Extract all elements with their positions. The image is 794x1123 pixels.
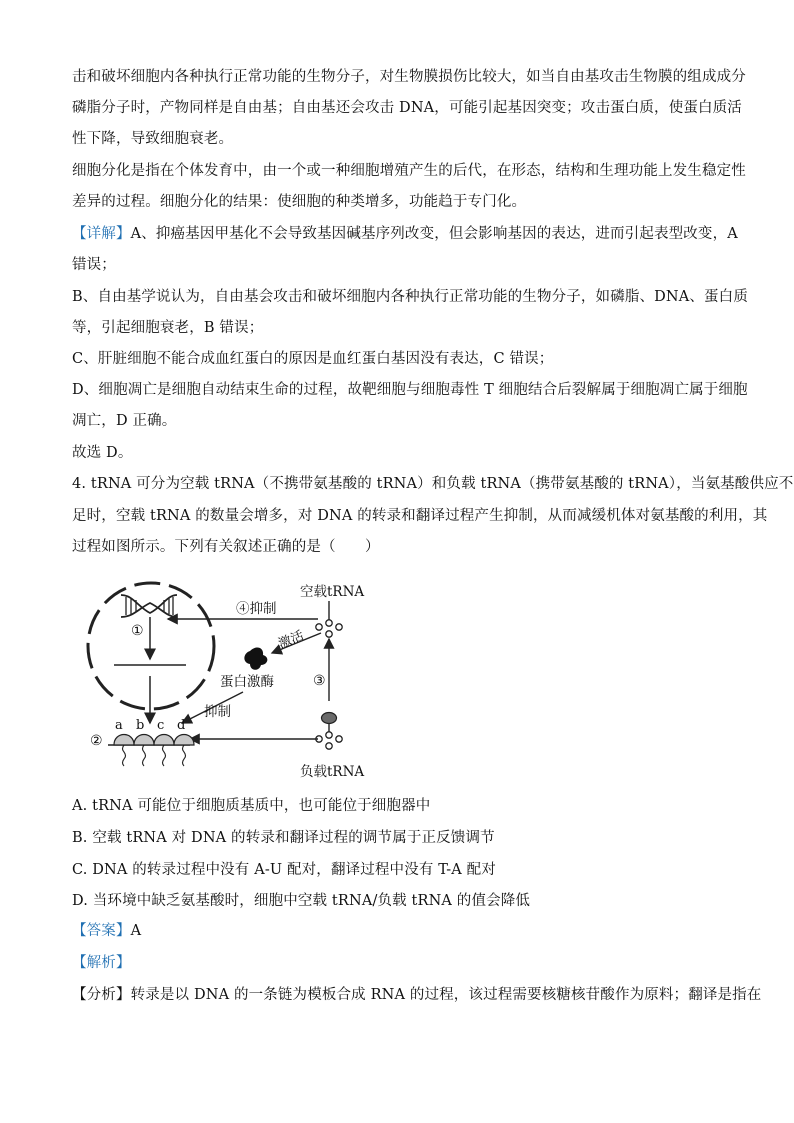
trna-diagram (78, 573, 378, 788)
ribosomes (114, 735, 194, 767)
text-line: C、肝脏细胞不能合成血红蛋白的原因是血红蛋白基因没有表达，C 错误； (72, 351, 554, 367)
label-inhibit4: ④抑制 (236, 601, 277, 617)
dna-helix (121, 595, 177, 617)
option-a: A. tRNA 可能位于细胞质基质中，也可能位于细胞器中 (72, 798, 431, 814)
text-line: B、自由基学说认为，自由基会攻击和破坏细胞内各种执行正常功能的生物分子，如磷脂、DNA、蛋白质 (72, 289, 748, 305)
label-b: b (136, 718, 145, 733)
nucleus-envelope (88, 583, 214, 709)
label-c: c (157, 718, 165, 733)
label-inhibit: 抑制 (204, 704, 231, 720)
text-line: 击和破坏细胞内各种执行正常功能的生物分子，对生物膜损伤比较大，如当自由基攻击生物膜的组成成分 (72, 69, 746, 85)
text-line: 性下降，导致细胞衰老。 (72, 131, 234, 147)
text-line: D、细胞凋亡是细胞自动结束生命的过程，故靶细胞与细胞毒性 T 细胞结合后裂解属于细胞凋亡属于细胞 (72, 382, 748, 398)
answer-value: A (130, 923, 142, 939)
loaded-trna-icon (316, 713, 342, 750)
detail-label: 【详解】 (72, 226, 131, 242)
label-num2: ② (90, 733, 103, 749)
protein-kinase-icon (244, 648, 267, 670)
question-line: 足时，空载 tRNA 的数量会增多，对 DNA 的转录和翻译过程产生抑制，从而减缓机体对氨基酸的利用，其 (72, 508, 768, 524)
text-line: 细胞分化是指在个体发育中，由一个或一种细胞增殖产生的后代，在形态，结构和生理功能上发生稳定性 (72, 163, 746, 179)
text-line: 磷脂分子时，产物同样是自由基；自由基还会攻击 DNA，可能引起基因突变；攻击蛋白质，使蛋白质活 (72, 100, 742, 116)
question-line: 4. tRNA 可分为空载 tRNA（不携带氨基酸的 tRNA）和负载 tRNA（携带氨基酸的 tRNA），当氨基酸供应不 (72, 476, 794, 492)
answer-line (72, 921, 732, 941)
fenxi-label: 【分析】 (72, 987, 131, 1003)
label-activate: 激活 (276, 628, 307, 653)
fenxi-line (72, 985, 762, 1005)
text-line: 故选 D。 (72, 445, 133, 461)
label-num1: ① (131, 623, 144, 639)
answer-label: 【答案】 (72, 923, 131, 939)
label-a: a (115, 718, 123, 733)
label-loaded-trna: 负载tRNA (300, 764, 365, 780)
analysis-label: 【解析】 (72, 955, 131, 971)
text-line: 差异的过程。细胞分化的结果：使细胞的种类增多，功能趋于专门化。 (72, 194, 527, 210)
option-d: D. 当环境中缺乏氨基酸时，细胞中空载 tRNA/负载 tRNA 的值会降低 (72, 893, 531, 909)
text-line: 错误； (72, 257, 116, 273)
option-b: B. 空载 tRNA 对 DNA 的转录和翻译过程的调节属于正反馈调节 (72, 830, 495, 846)
label-empty-trna: 空载tRNA (300, 584, 365, 600)
detail-line (72, 224, 738, 244)
text-line: 凋亡，D 正确。 (72, 413, 177, 429)
analysis-line (72, 953, 732, 973)
detail-text: A、抑癌基因甲基化不会导致基因碱基序列改变，但会影响基因的表达，进而引起表型改变，A (130, 226, 738, 242)
label-kinase: 蛋白激酶 (220, 674, 274, 690)
fenxi-text: 转录是以 DNA 的一条链为模板合成 RNA 的过程，该过程需要核糖核苷酸作为原料；翻译是指在 (130, 987, 762, 1003)
option-c: C. DNA 的转录过程中没有 A-U 配对，翻译过程中没有 T-A 配对 (72, 862, 496, 878)
label-num3: ③ (313, 673, 326, 689)
text-line: 等，引起细胞衰老，B 错误； (72, 320, 264, 336)
label-d: d (177, 718, 186, 733)
question-line: 过程如图所示。下列有关叙述正确的是（ ） (72, 539, 380, 555)
empty-trna-icon (316, 601, 342, 637)
